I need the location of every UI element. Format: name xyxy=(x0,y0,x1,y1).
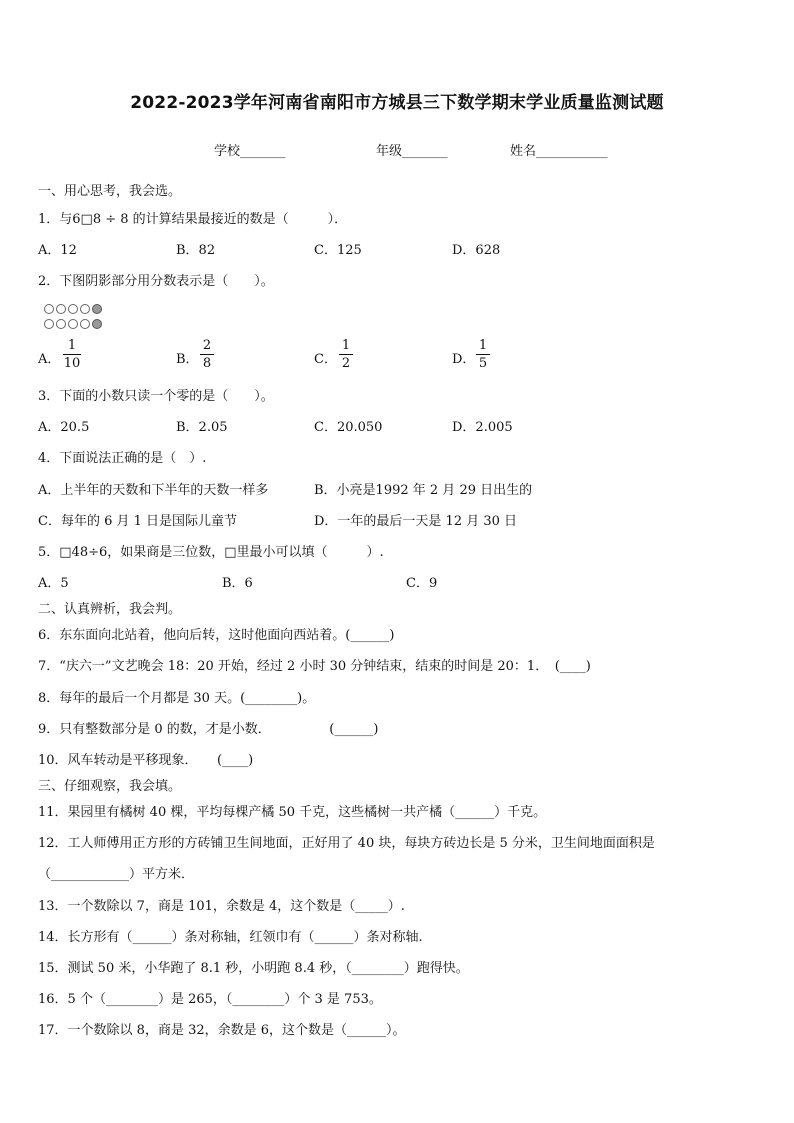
q1-option-c: C．125 xyxy=(314,243,362,258)
circle-empty xyxy=(68,304,78,314)
section-3-heading: 三、仔细观察，我会填。 xyxy=(38,779,182,794)
q5-option-c: C．9 xyxy=(406,576,438,591)
numerator: 1 xyxy=(67,338,77,353)
q3-option-c: C．20.050 xyxy=(314,420,383,435)
q2-option-b-fraction xyxy=(200,338,214,371)
denominator: 2 xyxy=(341,356,351,371)
circle-shaded xyxy=(92,304,102,314)
q4-option-a: A．上半年的天数和下半年的天数一样多 xyxy=(38,483,269,498)
question-16: 16．5 个（________）是 265，（________）个 3 是 753。 xyxy=(38,992,382,1007)
q2-option-c-fraction xyxy=(339,338,353,371)
question-14: 14．长方形有（______）条对称轴，红领巾有（______）条对称轴. xyxy=(38,930,423,945)
name-field: 姓名___________ xyxy=(510,144,608,159)
q2-option-a-label: A． xyxy=(38,352,61,367)
page-title: 2022-2023学年河南省南阳市方城县三下数学期末学业质量监测试题 xyxy=(130,93,664,113)
numerator: 2 xyxy=(202,338,212,353)
question-8: 8．每年的最后一个月都是 30 天。(________)。 xyxy=(38,691,316,706)
question-1: 1．与6□8 ÷ 8 的计算结果最接近的数是（ ）． xyxy=(38,212,348,227)
circle-row-1 xyxy=(44,304,102,314)
denominator: 8 xyxy=(202,356,212,371)
denominator: 10 xyxy=(63,356,81,371)
q5-option-b: B．6 xyxy=(222,576,253,591)
q5-option-a: A．5 xyxy=(38,576,69,591)
question-11: 11．果园里有橘树 40 棵，平均每棵产橘 50 千克，这些橘树一共产橘（______）千克。 xyxy=(38,805,547,820)
circle-empty xyxy=(44,319,54,329)
q2-option-c-label: C． xyxy=(314,352,337,367)
section-2-heading: 二、认真辨析，我会判。 xyxy=(38,602,182,617)
q1-option-b: B．82 xyxy=(176,243,216,258)
question-2: 2．下图阴影部分用分数表示是（ ）。 xyxy=(38,274,274,289)
question-5: 5．□48÷6，如果商是三位数，□里最小可以填（ ）. xyxy=(38,545,384,560)
q3-option-d: D．2.005 xyxy=(452,420,513,435)
circle-empty xyxy=(68,319,78,329)
question-15: 15．测试 50 米，小华跑了 8.1 秒，小明跑 8.4 秒，（________）跑得快。 xyxy=(38,961,469,976)
grade-field: 年级_______ xyxy=(376,144,448,159)
circle-empty xyxy=(80,304,90,314)
question-7: 7．“庆六一”文艺晚会 18：20 开始，经过 2 小时 30 分钟结束，结束的时间是 20：1． (____) xyxy=(38,659,591,674)
numerator: 1 xyxy=(478,338,488,353)
denominator: 5 xyxy=(478,356,488,371)
q3-option-b: B．2.05 xyxy=(176,420,228,435)
question-12-line-2: （____________）平方米． xyxy=(38,867,195,882)
school-field: 学校_______ xyxy=(214,144,286,159)
q1-option-a: A．12 xyxy=(38,243,77,258)
question-13: 13．一个数除以 7，商是 101，余数是 4，这个数是（_____）. xyxy=(38,899,405,914)
question-17: 17．一个数除以 8，商是 32，余数是 6，这个数是（______）。 xyxy=(38,1023,406,1038)
circle-empty xyxy=(80,319,90,329)
circle-shaded xyxy=(92,319,102,329)
question-9: 9．只有整数部分是 0 的数，才是小数． (______) xyxy=(38,722,379,737)
numerator: 1 xyxy=(341,338,351,353)
question-4: 4．下面说法正确的是（ ）. xyxy=(38,451,207,466)
q1-option-d: D．628 xyxy=(452,243,501,258)
question-3: 3．下面的小数只读一个零的是（ ）。 xyxy=(38,389,274,404)
question-6: 6．东东面向北站着，他向后转，这时他面向西站着。(______) xyxy=(38,628,395,643)
circle-empty xyxy=(56,304,66,314)
q4-option-c: C．每年的 6 月 1 日是国际儿童节 xyxy=(38,514,238,529)
q2-option-b-label: B． xyxy=(176,352,199,367)
circle-row-2 xyxy=(44,319,102,329)
q4-option-b: B．小亮是1992 年 2 月 29 日出生的 xyxy=(314,483,533,498)
q3-option-a: A．20.5 xyxy=(38,420,90,435)
circle-empty xyxy=(56,319,66,329)
section-1-heading: 一、用心思考，我会选。 xyxy=(38,184,182,199)
q2-option-a-fraction xyxy=(63,338,81,371)
question-10: 10．风车转动是平移现象． (____) xyxy=(38,753,254,768)
question-12-line-1: 12．工人师傅用正方形的方砖铺卫生间地面，正好用了 40 块，每块方砖边长是 5 分米，卫生间地面面积是 xyxy=(38,836,655,851)
circle-empty xyxy=(44,304,54,314)
q4-option-d: D．一年的最后一天是 12 月 30 日 xyxy=(314,514,518,529)
q2-option-d-label: D． xyxy=(452,352,476,367)
q2-option-d-fraction xyxy=(476,338,490,371)
